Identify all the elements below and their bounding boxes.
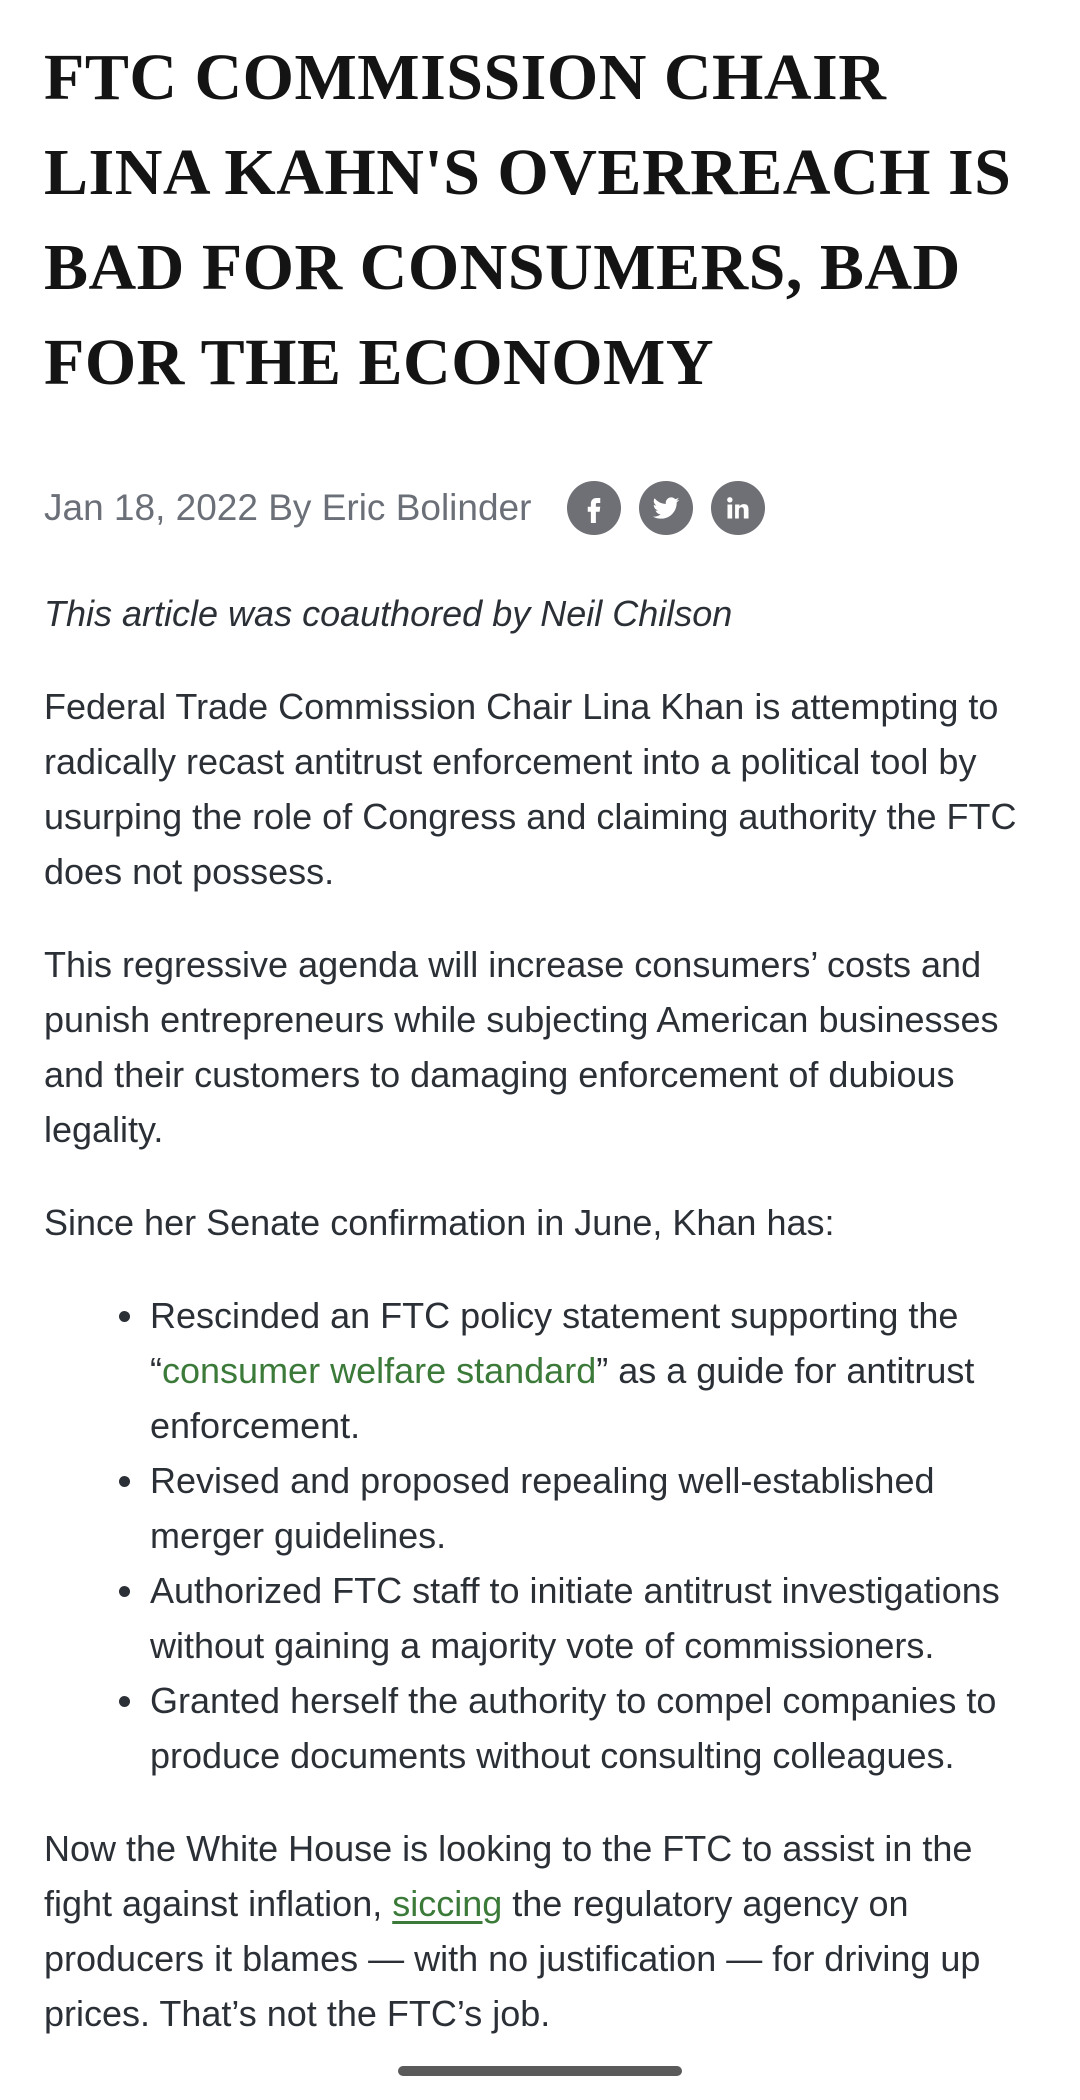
paragraph-3: Since her Senate confirmation in June, Khan has: — [44, 1202, 835, 1243]
bullet-1-before: Rescinded an FTC policy statement supporting the “ — [150, 1295, 959, 1391]
article-title: FTC COMMISSION CHAIR LINA KAHN'S OVERREACH IS BAD FOR CONSUMERS, BAD FOR THE ECONOMY — [44, 41, 1012, 399]
article — [44, 30, 1044, 2041]
consumer-welfare-standard-link[interactable]: consumer welfare standard — [162, 1350, 597, 1391]
paragraph-1: Federal Trade Commission Chair Lina Khan is attempting to radically recast antitrust enforcement into a political tool by usurping the role of Congress and claiming authority the FTC does not possess. — [44, 686, 1017, 892]
article-meta — [44, 480, 1044, 536]
list-item: • Revised and proposed repealing well-established merger guidelines. — [148, 1453, 1044, 1563]
home-indicator[interactable] — [398, 2066, 682, 2076]
date-author: Jan 18, 2022 By Eric Bolinder — [44, 487, 532, 528]
list-item: • Authorized FTC staff to initiate antitrust investigations without gaining a majority vote of commissioners. — [148, 1563, 1044, 1673]
paragraph-4-after: the regulatory agency on producers it blames — with no justification — for driving up prices. That’s not the FTC’s job. — [44, 1883, 981, 2034]
coauthor-note: This article was coauthored by Neil Chilson — [44, 593, 733, 634]
linkedin-icon — [724, 494, 752, 522]
paragraph-4-before: Now the White House is looking to the FTC to assist in the fight against inflation, — [44, 1828, 973, 1924]
list-item: • Granted herself the authority to compel companies to produce documents without consulting colleagues. — [148, 1673, 1044, 1783]
paragraph-2: This regressive agenda will increase consumers’ costs and punish entrepreneurs while subjecting American businesses and their customers to damaging enforcement of dubious legality. — [44, 944, 999, 1150]
share-buttons — [567, 481, 765, 535]
twitter-share-button[interactable] — [639, 481, 693, 535]
facebook-icon — [579, 493, 609, 523]
paragraph-4 — [44, 1821, 1044, 2041]
list-item — [148, 1288, 1044, 1453]
facebook-share-button[interactable] — [567, 481, 621, 535]
bullet-1-after: ” as a guide for antitrust enforcement. — [150, 1350, 975, 1446]
twitter-icon — [650, 492, 682, 524]
linkedin-share-button[interactable] — [711, 481, 765, 535]
siccing-link[interactable]: siccing — [392, 1883, 503, 1924]
accomplishments-list — [44, 1288, 1044, 1783]
